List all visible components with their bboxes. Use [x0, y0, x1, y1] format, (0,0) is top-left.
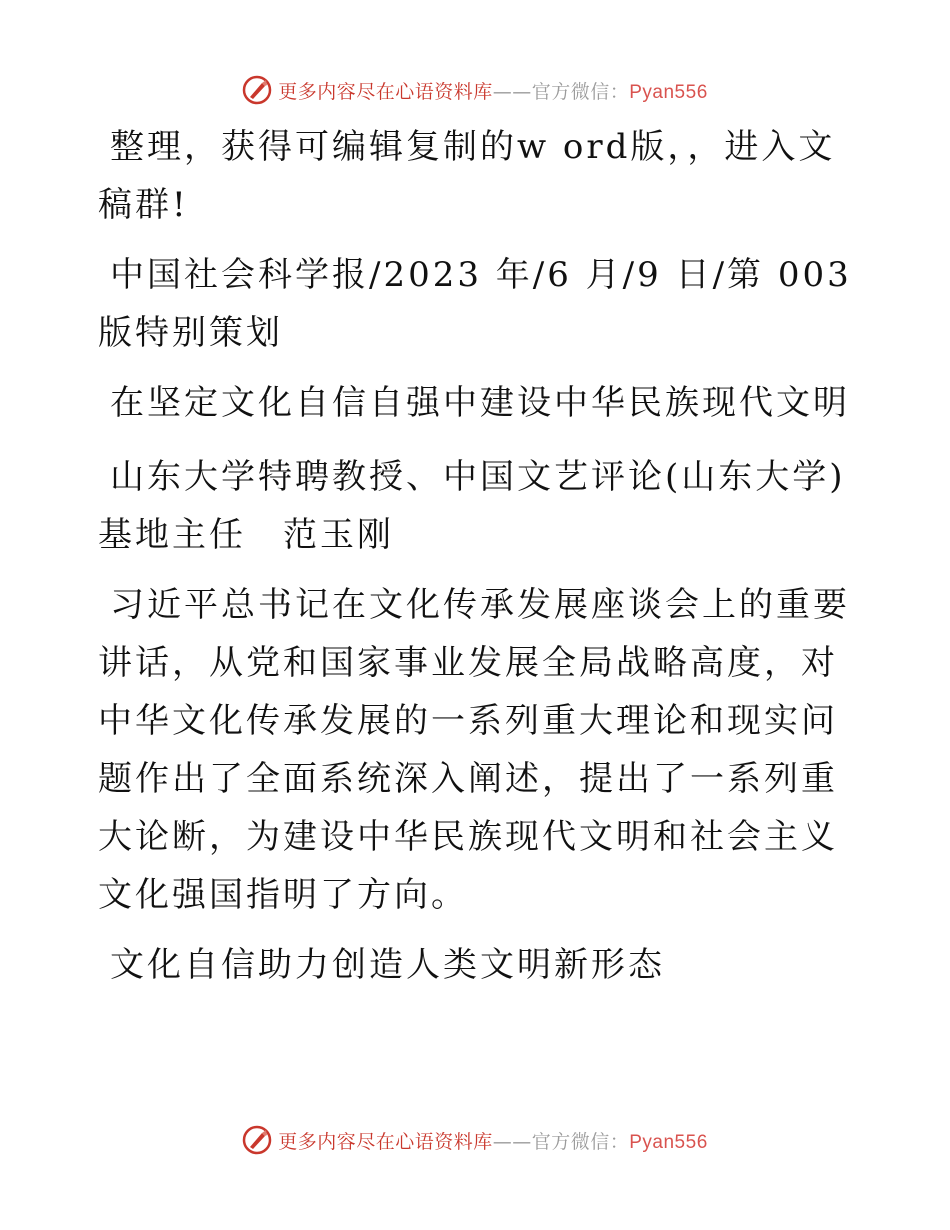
banner-wechat-id: Pyan556: [629, 1131, 708, 1153]
banner-brand-text: 更多内容尽在心语资料库: [278, 80, 493, 103]
banner-wechat-label: 官方微信：: [531, 80, 630, 103]
author-line: 山东大学特聘教授、中国文艺评论(山东大学)基地主任 范玉刚: [98, 457, 846, 555]
banner-separator: ——: [492, 80, 532, 103]
document-body: [98, 118, 858, 1010]
banner-separator: ——: [492, 1130, 532, 1153]
footer-watermark-banner: [0, 1122, 950, 1158]
section-heading: 文化自信助力创造人类文明新形态: [110, 945, 665, 985]
banner-wechat-id: Pyan556: [629, 81, 708, 103]
quill-pen-logo-icon: [242, 1125, 272, 1155]
banner-brand-text: 更多内容尽在心语资料库: [278, 1130, 493, 1153]
intro-paragraph: 整理，获得可编辑复制的w ord版，，进入文稿群!: [98, 127, 836, 225]
quill-pen-logo-icon: [242, 75, 272, 105]
body-paragraph: 习近平总书记在文化传承发展座谈会上的重要讲话，从党和国家事业发展全局战略高度，对中华文化传承发展的一系列重大理论和现实问题作出了全面系统深入阐述，提出了一系列重大论断，为建设中华民族现代文明和社会主义文化强国指明了方向。: [98, 585, 850, 915]
banner-wechat-label: 官方微信：: [531, 1130, 630, 1153]
article-title: 在坚定文化自信自强中建设中华民族现代文明: [110, 383, 850, 423]
header-watermark-banner: [0, 72, 950, 108]
source-line: 中国社会科学报/2023 年/6 月/9 日/第 003 版特别策划: [98, 255, 852, 353]
